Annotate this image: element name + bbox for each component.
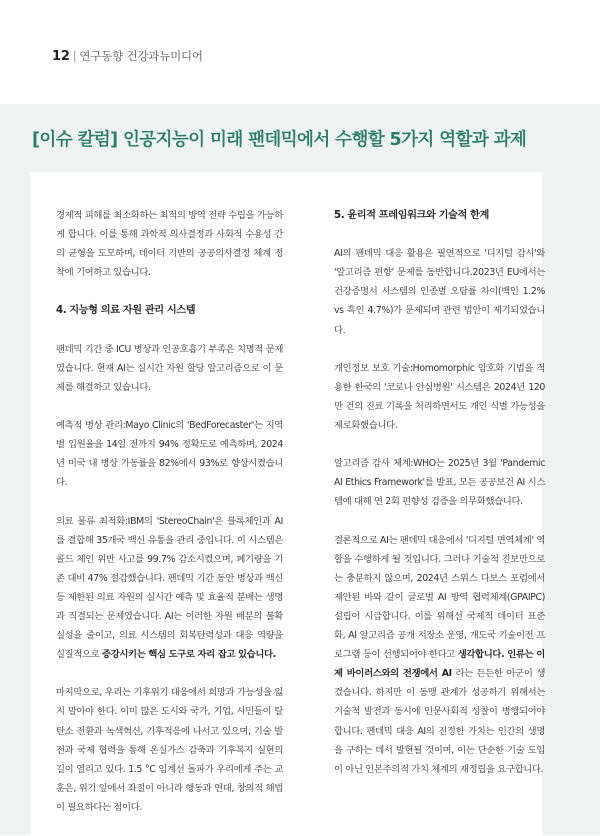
emphasis-text: 생각합니다. 인류는 이제 바이러스와의 전쟁에서 AI [334, 649, 545, 680]
paragraph: AI의 팬데믹 대응 활용은 필연적으로 '디지털 감시'와 '알고리즘 편향' 문제를 동반합니다.2023년 EU에서는 건강증명서 시스템의 인종별 오탐률 차이(백인 1.2% vs 흑인 4.7%)가 문제되며 관련 법안이 제기되었습니다. [334, 248, 545, 336]
section-heading-5: 5. 윤리적 프레임워크와 기술적 한계 [334, 210, 489, 221]
running-header [52, 48, 203, 64]
article-title: [이슈 칼럼] 인공지능이 미래 팬데믹에서 수행할 5가지 역할과 과제 [32, 129, 527, 150]
section-heading-4: 4. 지능형 의료 자원 관리 시스템 [56, 305, 196, 317]
header-separator: | [72, 49, 77, 63]
paragraph-text: 결론적으로 AI는 팬데믹 대응에서 '디지털 면역체계' 역할을 수행하게 될 것입니다. 그러나 기술적 진보만으로는 충분하지 않으며, 2024년 스위스 다보스 포럼에서 제안된 바와 같이 글로벌 AI 방역 협력체계(GPAIPC) 설립이 시급합니다. 이를 위해선 국제적 데이터 표준화, AI 알고리즘 공개 저장소 운영, 개도국 기술이전 프로그램 등이 선행되어야 한다고 [334, 534, 545, 661]
section-name: 연구동향 건강과뉴미디어 [79, 49, 203, 63]
paragraph: 경제적 피해를 최소화하는 최적의 방역 전략 수립을 가능하게 합니다. 이를 통해 과학적 의사결정과 사회적 수용성 간의 균형을 도모하며, 데이터 기반의 공공의사결정 체계 정착에 기여하고 있습니다. [56, 210, 283, 279]
paragraph: 알고리즘 감사 체계:WHO는 2025년 3월 'Pandemic AI Ethics Framework'를 발표, 모든 공공보건 AI 시스템에 대해 연 2회 편향성 검증을 의무화했습니다. [334, 458, 545, 508]
left-column [56, 206, 283, 836]
paragraph [56, 512, 283, 665]
paragraph [334, 531, 545, 779]
page-number: 12 [52, 49, 70, 64]
paragraph: 개인정보 보호 기술:Homomorphic 암호화 기법을 적용한 한국의 '코로나 안심병원' 시스템은 2024년 120만 건의 진료 기록을 처리하면서도 개인 식별 가능성을 제로화했습니다. [334, 362, 545, 432]
paragraph: 마지막으로, 우리는 기후위기 대응에서 희망과 가능성을 잃지 말아야 한다. 이미 많은 도시와 국가, 기업, 시민들이 탈탄소 전환과 녹색혁신, 기후적응에 나서고 있으며, 기술 발전과 국제 협력을 통해 온실가스 감축과 기후복지 실현의 길이 열리고 있다. 1.5 °C 임계선 돌파가 우리에게 주는 교훈은, 위기 앞에서 좌절이 아니라 행동과 연대, 창의적 해법이 필요하다는 점이다. [56, 687, 283, 813]
emphasis-text: 증강시키는 핵심 도구로 자리 잡고 있습니다. [102, 649, 276, 661]
paragraph: 팬데믹 기간 중 ICU 병상과 인공호흡기 부족은 치명적 문제였습니다. 현재 AI는 실시간 자원 할당 알고리즘으로 이 문제를 해결하고 있습니다. [56, 343, 283, 393]
title-bar [20, 104, 580, 172]
paragraph: 예측적 병상 관리:Mayo Clinic의 'BedForecaster'는 지역별 입원율을 14일 전까지 94% 정확도로 예측하며, 2024년 미국 내 병상 가동률을 82%에서 93%로 향상시켰습니다. [56, 420, 283, 489]
paragraph-text: 라는 든든한 아군이 생겼습니다. 하지만 이 동맹 관계가 성공하기 위해서는 기술적 발전과 동시에 인문사회적 성찰이 병행되어야 합니다. 팬데믹 대응 AI의 진정한 가치는 인간의 생명을 구하는 데서 발현될 것이며, 이는 단순한 기술 도입이 아닌 인본주의적 가치 체계의 재정립을 요구합니다. [334, 668, 545, 775]
paragraph-text: 의료 물류 최적화:IBM의 'StereoChain'은 블록체인과 AI를 결합해 35개국 백신 유통을 관리 중입니다. 이 시스템은 콜드 체인 위반 사고를 99.7% 감소시켰으며, 폐기량을 기존 대비 47% 절감했습니다. 팬데믹 기간 동안 병상과 백신 등 제한된 의료 자원의 실시간 예측 및 효율적 분배는 생명과 직결되는 문제였습니다. AI는 이러한 자원 배분의 불확실성을 줄이고, 의료 시스템의 회복탄력성과 대응 역량을 실질적으로 [56, 515, 283, 661]
right-column [334, 206, 545, 798]
